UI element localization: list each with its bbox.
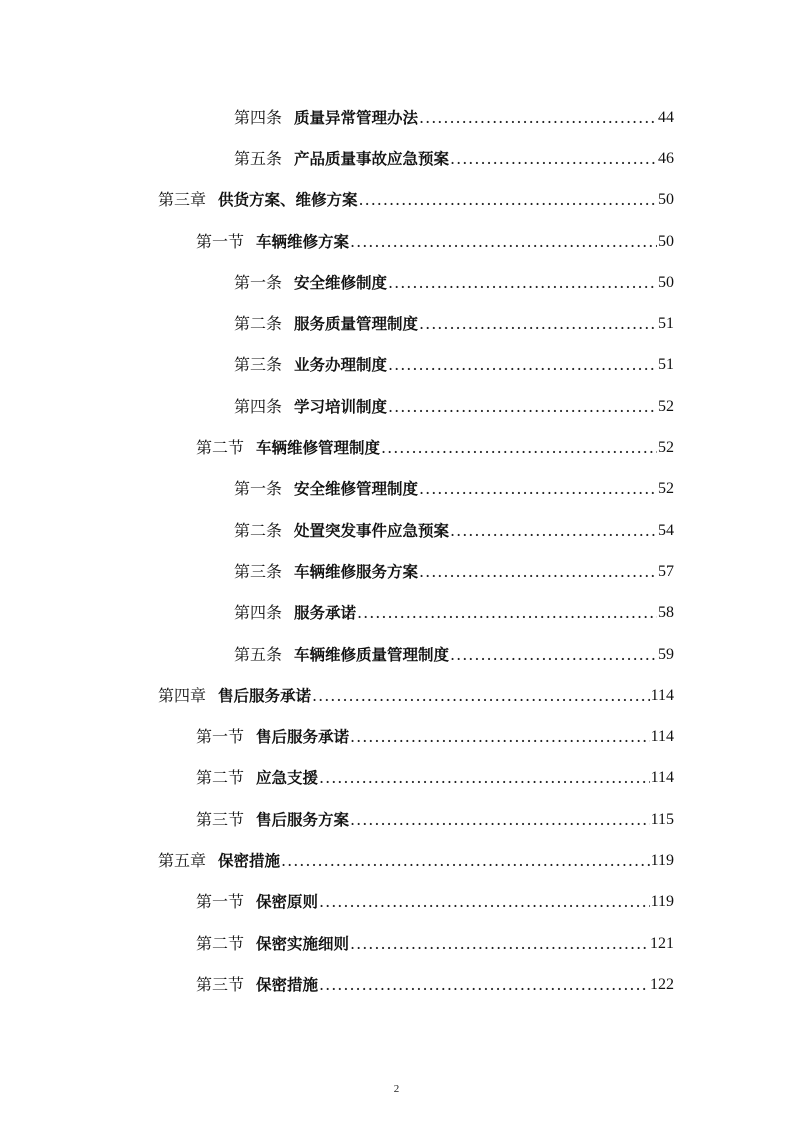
table-of-contents (0, 97, 793, 1006)
toc-entry-page: 119 (650, 893, 674, 911)
toc-entry-title: 安全维修管理制度 (294, 480, 419, 499)
toc-entry[interactable] (0, 634, 793, 675)
toc-entry-number: 第一节 (196, 892, 245, 912)
toc-dot-leader (359, 190, 657, 210)
toc-dot-leader (388, 355, 657, 375)
toc-entry-number: 第一条 (234, 272, 283, 292)
toc-entry-page: 46 (658, 149, 674, 167)
toc-entry[interactable] (0, 716, 793, 757)
toc-entry[interactable] (0, 221, 793, 262)
toc-entry-number: 第三节 (196, 974, 245, 994)
toc-dot-leader (319, 892, 650, 912)
toc-entry[interactable] (0, 758, 793, 799)
toc-entry[interactable] (0, 97, 793, 138)
toc-entry-page: 57 (658, 562, 674, 580)
toc-dot-leader (450, 521, 657, 541)
toc-entry-number: 第二条 (234, 314, 283, 334)
toc-entry-title: 车辆维修质量管理制度 (294, 645, 450, 664)
toc-dot-leader (419, 108, 657, 128)
toc-entry-page: 119 (650, 851, 674, 869)
toc-dot-leader (388, 273, 657, 293)
toc-dot-leader (281, 851, 650, 871)
toc-entry-page: 114 (650, 769, 674, 787)
toc-dot-leader (312, 686, 650, 706)
toc-entry[interactable] (0, 593, 793, 634)
toc-dot-leader (419, 314, 657, 334)
toc-entry-number: 第二节 (196, 438, 245, 458)
toc-dot-leader (350, 232, 657, 252)
toc-dot-leader (319, 768, 650, 788)
toc-entry-page: 122 (650, 975, 674, 993)
toc-entry-title: 车辆维修服务方案 (294, 562, 419, 581)
toc-entry[interactable] (0, 303, 793, 344)
toc-entry-title: 保密原则 (256, 893, 319, 912)
toc-entry-title: 处置突发事件应急预案 (294, 521, 450, 540)
toc-entry-title: 服务质量管理制度 (294, 315, 419, 334)
toc-entry-number: 第三章 (158, 190, 207, 210)
toc-entry-title: 产品质量事故应急预案 (294, 149, 450, 168)
toc-entry-page: 115 (650, 810, 674, 828)
toc-entry[interactable] (0, 345, 793, 386)
toc-entry[interactable] (0, 551, 793, 592)
toc-entry-title: 学习培训制度 (294, 397, 388, 416)
toc-dot-leader (319, 975, 649, 995)
toc-dot-leader (350, 727, 650, 747)
toc-entry-number: 第二节 (196, 768, 245, 788)
toc-entry-title: 保密措施 (218, 851, 281, 870)
toc-dot-leader (350, 934, 649, 954)
toc-entry-number: 第四章 (158, 685, 207, 705)
toc-entry-title: 服务承诺 (294, 604, 357, 623)
toc-entry-title: 售后服务方案 (256, 810, 350, 829)
toc-entry[interactable] (0, 427, 793, 468)
toc-entry-number: 第四条 (234, 396, 283, 416)
toc-entry-number: 第五条 (234, 644, 283, 664)
toc-entry-number: 第一节 (196, 231, 245, 251)
toc-entry-number: 第一条 (234, 479, 283, 499)
toc-entry-page: 52 (658, 439, 674, 457)
toc-entry-page: 54 (658, 521, 674, 539)
toc-dot-leader (419, 562, 657, 582)
toc-entry-page: 114 (650, 728, 674, 746)
toc-entry-title: 保密措施 (256, 975, 319, 994)
toc-entry-title: 售后服务承诺 (218, 686, 312, 705)
toc-entry[interactable] (0, 799, 793, 840)
toc-entry[interactable] (0, 675, 793, 716)
toc-entry-number: 第一节 (196, 727, 245, 747)
toc-entry[interactable] (0, 138, 793, 179)
toc-entry[interactable] (0, 386, 793, 427)
toc-entry-title: 供货方案、维修方案 (218, 191, 358, 210)
toc-entry-page: 50 (658, 191, 674, 209)
toc-entry-title: 安全维修制度 (294, 273, 388, 292)
toc-entry-page: 52 (658, 397, 674, 415)
toc-entry-title: 质量异常管理办法 (294, 108, 419, 127)
toc-entry-page: 121 (650, 934, 674, 952)
toc-entry-number: 第二节 (196, 933, 245, 953)
toc-entry-page: 58 (658, 604, 674, 622)
toc-dot-leader (450, 645, 657, 665)
toc-entry-title: 车辆维修方案 (256, 232, 350, 251)
toc-entry-number: 第五条 (234, 148, 283, 168)
toc-entry-number: 第三条 (234, 355, 283, 375)
toc-dot-leader (450, 149, 657, 169)
toc-entry-number: 第五章 (158, 850, 207, 870)
toc-entry-number: 第三条 (234, 561, 283, 581)
toc-entry-page: 114 (650, 686, 674, 704)
toc-dot-leader (388, 397, 657, 417)
toc-entry-number: 第四条 (234, 107, 283, 127)
toc-entry[interactable] (0, 964, 793, 1005)
toc-entry-page: 51 (658, 356, 674, 374)
toc-entry-page: 50 (658, 273, 674, 291)
toc-entry-title: 业务办理制度 (294, 356, 388, 375)
toc-entry-number: 第四条 (234, 603, 283, 623)
toc-entry[interactable] (0, 180, 793, 221)
toc-entry[interactable] (0, 469, 793, 510)
toc-entry[interactable] (0, 923, 793, 964)
toc-entry-page: 44 (658, 108, 674, 126)
toc-entry-page: 51 (658, 315, 674, 333)
toc-dot-leader (381, 438, 657, 458)
toc-entry-title: 售后服务承诺 (256, 728, 350, 747)
toc-entry-title: 车辆维修管理制度 (256, 439, 381, 458)
toc-entry[interactable] (0, 262, 793, 303)
toc-entry-title: 保密实施细则 (256, 934, 350, 953)
toc-entry-title: 应急支援 (256, 769, 319, 788)
toc-entry-page: 52 (658, 480, 674, 498)
toc-dot-leader (350, 810, 650, 830)
toc-dot-leader (419, 479, 657, 499)
toc-entry-number: 第三节 (196, 809, 245, 829)
toc-entry[interactable] (0, 510, 793, 551)
toc-entry-page: 50 (658, 232, 674, 250)
toc-entry[interactable] (0, 882, 793, 923)
toc-entry-page: 59 (658, 645, 674, 663)
toc-entry-number: 第二条 (234, 520, 283, 540)
toc-entry[interactable] (0, 840, 793, 881)
toc-dot-leader (357, 603, 657, 623)
page-number: 2 (393, 1083, 400, 1095)
